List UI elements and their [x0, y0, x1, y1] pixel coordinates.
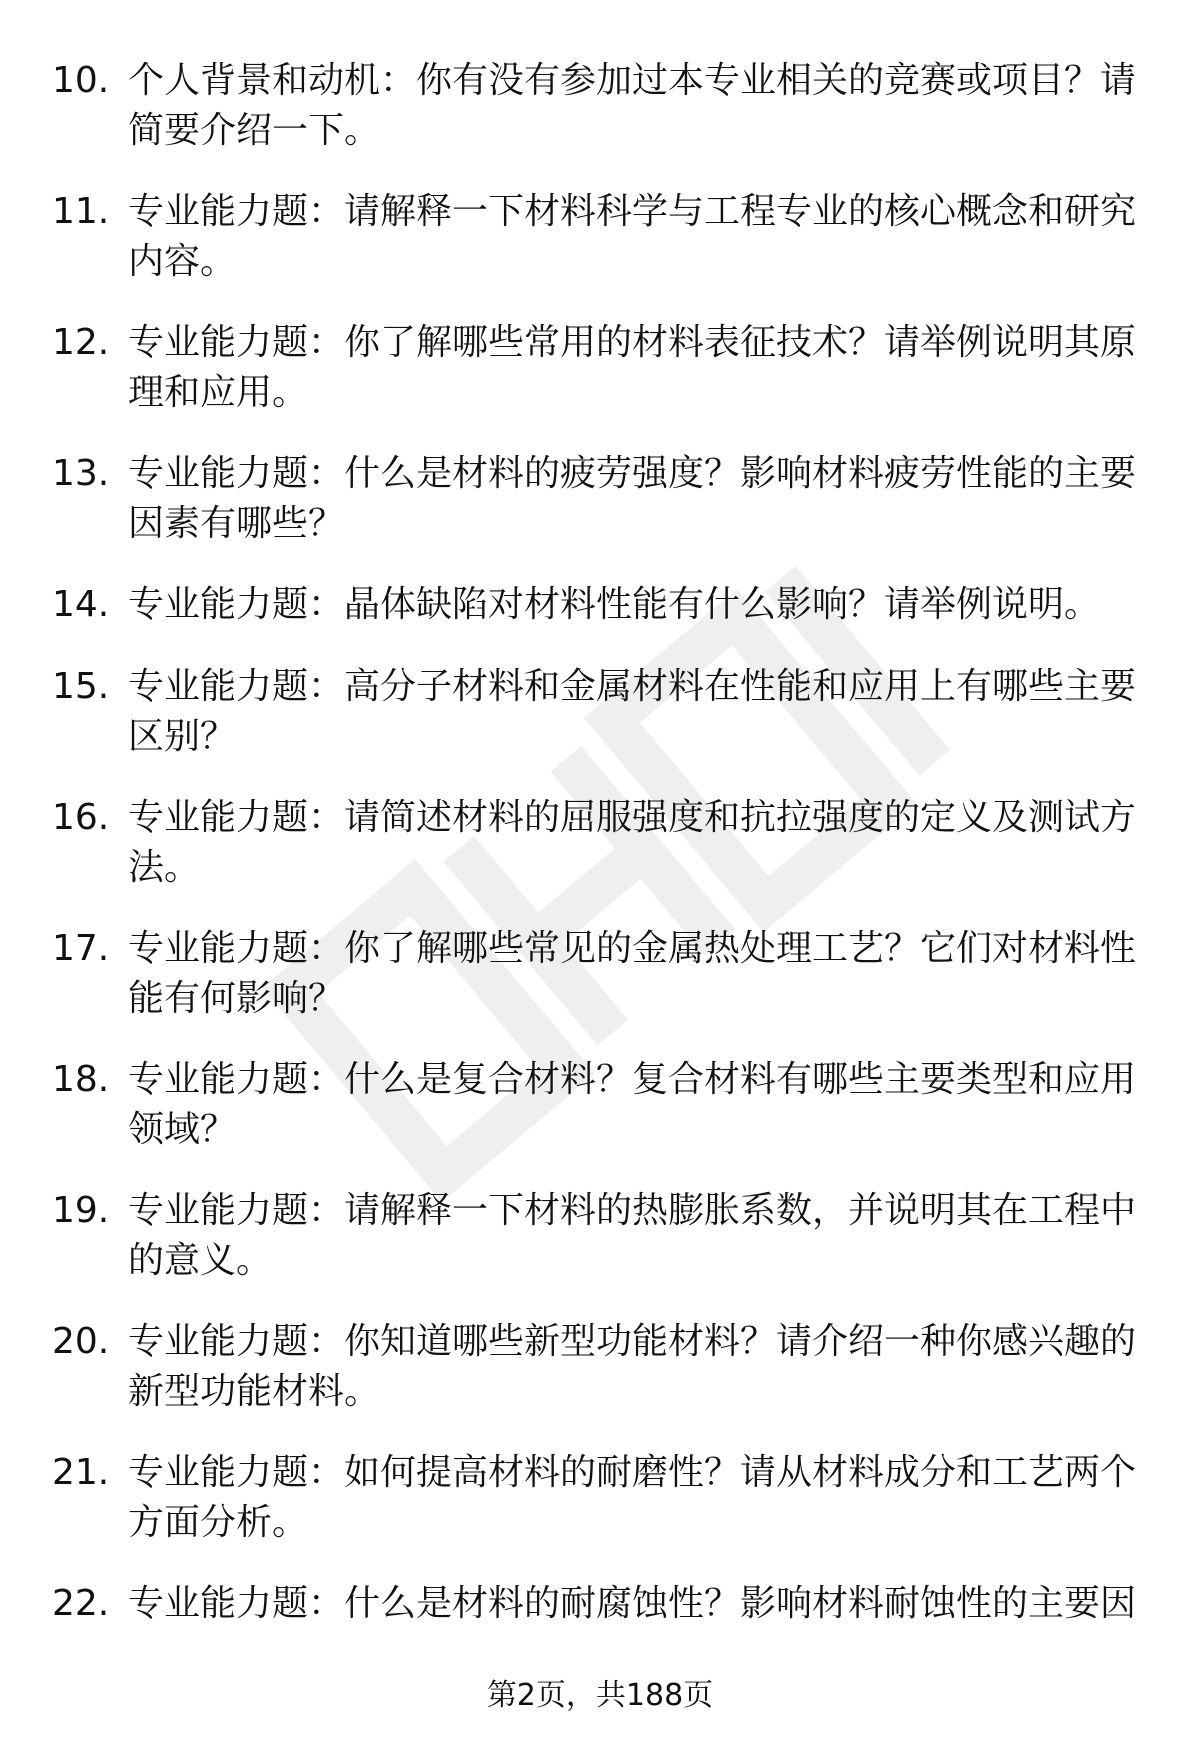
list-item	[52, 56, 1152, 156]
question-number: 14.	[52, 584, 110, 625]
question-text: 专业能力题：晶体缺陷对材料性能有什么影响？请举例说明。	[128, 584, 1101, 625]
list-item	[52, 187, 1152, 287]
question-number: 10.	[52, 60, 110, 101]
question-text: 专业能力题：请解释一下材料的热膨胀系数，并说明其在工程中的意义。	[128, 1190, 1137, 1281]
question-text: 专业能力题：请解释一下材料科学与工程专业的核心概念和研究内容。	[128, 191, 1137, 282]
list-item	[52, 449, 1152, 549]
question-number: 11.	[52, 191, 110, 232]
question-number: 19.	[52, 1190, 110, 1231]
list-item	[52, 662, 1152, 762]
list-item	[52, 1579, 1152, 1629]
question-number: 17.	[52, 928, 110, 969]
question-text: 专业能力题：你知道哪些新型功能材料？请介绍一种你感兴趣的新型功能材料。	[128, 1321, 1137, 1412]
question-text: 专业能力题：什么是复合材料？复合材料有哪些主要类型和应用领域？	[128, 1059, 1137, 1150]
question-number: 18.	[52, 1059, 110, 1100]
list-item	[52, 580, 1152, 630]
question-number: 21.	[52, 1452, 110, 1493]
list-item	[52, 793, 1152, 893]
question-number: 22.	[52, 1583, 110, 1624]
question-text: 专业能力题：你了解哪些常见的金属热处理工艺？它们对材料性能有何影响？	[128, 928, 1137, 1019]
question-text: 专业能力题：高分子材料和金属材料在性能和应用上有哪些主要区别？	[128, 666, 1137, 757]
list-item	[52, 1448, 1152, 1548]
question-text: 专业能力题：什么是材料的耐腐蚀性？影响材料耐蚀性的主要因	[128, 1583, 1137, 1624]
question-number: 15.	[52, 666, 110, 707]
question-list	[52, 56, 1152, 1660]
list-item	[52, 924, 1152, 1024]
question-text: 个人背景和动机：你有没有参加过本专业相关的竞赛或项目？请简要介绍一下。	[128, 60, 1137, 151]
question-number: 16.	[52, 797, 110, 838]
list-item	[52, 1186, 1152, 1286]
list-item	[52, 1317, 1152, 1417]
list-item	[52, 318, 1152, 418]
question-number: 12.	[52, 322, 110, 363]
question-text: 专业能力题：如何提高材料的耐磨性？请从材料成分和工艺两个方面分析。	[128, 1452, 1137, 1543]
question-text: 专业能力题：你了解哪些常用的材料表征技术？请举例说明其原理和应用。	[128, 322, 1137, 413]
question-number: 13.	[52, 453, 110, 494]
question-text: 专业能力题：什么是材料的疲劳强度？影响材料疲劳性能的主要因素有哪些？	[128, 453, 1137, 544]
page-number-footer: 第2页，共188页	[486, 1678, 714, 1713]
question-number: 20.	[52, 1321, 110, 1362]
question-text: 专业能力题：请简述材料的屈服强度和抗拉强度的定义及测试方法。	[128, 797, 1137, 888]
list-item	[52, 1055, 1152, 1155]
